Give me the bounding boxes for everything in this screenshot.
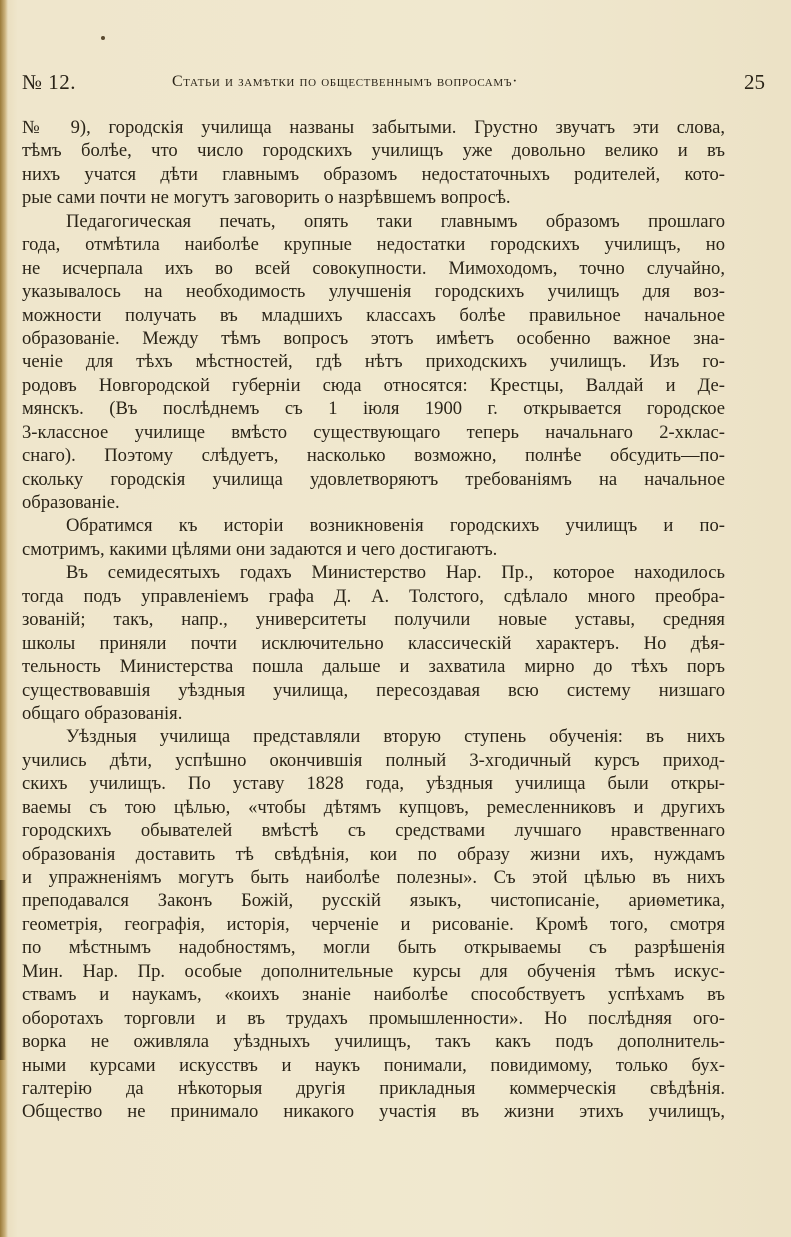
text-line: Обратимся къ исторіи возникновенія городскихъ училищъ и по- [66,515,725,537]
text-line: городскихъ обывателей вмѣстѣ съ средствами лучшаго нравственнаго [22,820,725,842]
text-line: ными курсами искусствъ и наукъ понимали, повидимому, только бух- [22,1054,725,1076]
text-line: образованіе. Между тѣмъ вопросъ этотъ имѣетъ особенно важное зна- [22,327,725,349]
text-line: школы приняли почти исключительно классическій характеръ. Но дѣя- [22,632,725,654]
text-line: указывалось на необходимость улучшенія городскихъ училищъ для воз- [22,281,725,303]
text-line: существовавшія уѣздныя училища, пересоздавая всю систему низшаго [22,679,725,701]
text-line: снаго). Поэтому слѣдуетъ, насколько возможно, полнѣе обсудить—по- [22,445,725,467]
text-line: смотримъ, какими цѣлями они задаются и чего достигаютъ. [22,538,498,560]
text-line: скихъ училищъ. По уставу 1828 года, уѣздныя училища были откры- [22,773,725,795]
text-line: оборотахъ торговли и въ трудахъ промышленности». Но послѣдняя ого- [22,1007,725,1029]
text-line: Общество не принимало никакого участія въ жизни этихъ училищъ, [22,1101,725,1123]
text-line: ствамъ и наукамъ, «коихъ знаніе наиболѣе способствуетъ успѣхамъ въ [22,984,725,1006]
text-line: мянскъ. (Въ послѣднемъ съ 1 іюля 1900 г. открывается городское [22,398,725,420]
text-line: зованій; такъ, напр., университеты получили новые уставы, средняя [22,609,725,631]
text-line: тельность Министерства пошла дальше и захватила мирно до тѣхъ поръ [22,656,725,678]
text-line: ченіе для тѣхъ мѣстностей, гдѣ нѣтъ приходскихъ училищъ. Изъ го- [22,351,725,373]
text-line: тогда подъ управленіемъ графа Д. А. Толстого, сдѣлало много преобра- [22,585,725,607]
text-line: тѣмъ болѣе, что число городскихъ училищъ уже довольно велико и въ [22,140,725,162]
body-text [22,116,725,1124]
text-line: можности получать въ младшихъ классахъ болѣе правильное начальное [22,304,725,326]
text-line: преподавался Законъ Божій, русскій языкъ, чистописаніе, ариѳметика, [22,890,725,912]
section-title: Статьи и замѣтки по общественнымъ вопросамъ· [172,73,519,90]
issue-number: № 12. [22,70,77,94]
text-line: нихъ учатся дѣти главнымъ образомъ недостаточныхъ родителей, кото- [22,163,725,185]
text-line: и упражненіямъ могутъ быть наиболѣе полезны». Съ этой цѣлью въ нихъ [22,867,725,888]
text-line: года, отмѣтила наиболѣе крупные недостатки городскихъ училищъ, но [22,234,725,256]
text-line: общаго образованія. [22,702,183,724]
text-line: образованіе. [22,492,120,513]
text-line: образованія доставить тѣ свѣдѣнія, кои по образу жизни ихъ, нуждамъ [22,843,725,865]
text-line: скольку городскія училища удовлетворяютъ требованіямъ на начальное [22,468,725,490]
text-line: № 9), городскія училища названы забытыми. Грустно звучатъ эти слова, [22,117,725,138]
running-header [22,70,765,96]
text-line: Педагогическая печать, опять таки главнымъ образомъ прошлаго [66,210,725,232]
page-spine-shadow [0,880,6,1060]
text-line: ворка не оживляла уѣздныхъ училищъ, такъ какъ подъ дополнитель- [22,1031,725,1053]
text-line: геометрія, географія, исторія, черченіе и рисованіе. Кромѣ того, смотря [22,913,725,935]
text-line: ваемы съ тою цѣлью, «чтобы дѣтямъ купцовъ, ремесленниковъ и другихъ [22,796,725,818]
text-line: рые сами почти не могутъ заговорить о назрѣвшемъ вопросѣ. [22,187,511,209]
text-line: Уѣздныя училища представляли вторую ступень обученія: въ нихъ [66,726,725,748]
ink-speck [101,36,105,40]
text-line: по мѣстнымъ надобностямъ, могли быть открываемы съ разрѣшенія [22,937,725,959]
text-line: не исчерпала ихъ во всей совокупности. Мимоходомъ, точно случайно, [22,257,725,279]
text-line: родовъ Новгородской губерніи сюда относятся: Крестцы, Валдай и Де- [22,374,725,396]
text-line: галтерію да нѣкоторыя другія прикладныя коммерческія свѣдѣнія. [22,1077,725,1099]
text-line: Въ семидесятыхъ годахъ Министерство Нар. Пр., которое находилось [66,562,725,584]
text-line: 3-классное училище вмѣсто существующаго теперь начальнаго 2-хклас- [22,421,725,443]
text-line: учились дѣти, успѣшно окончившія полный 3-хгодичный курсъ приход- [22,749,725,771]
text-line: Мин. Нар. Пр. особые дополнительные курсы для обученія тѣмъ искус- [22,960,725,982]
page-number: 25 [744,70,765,94]
